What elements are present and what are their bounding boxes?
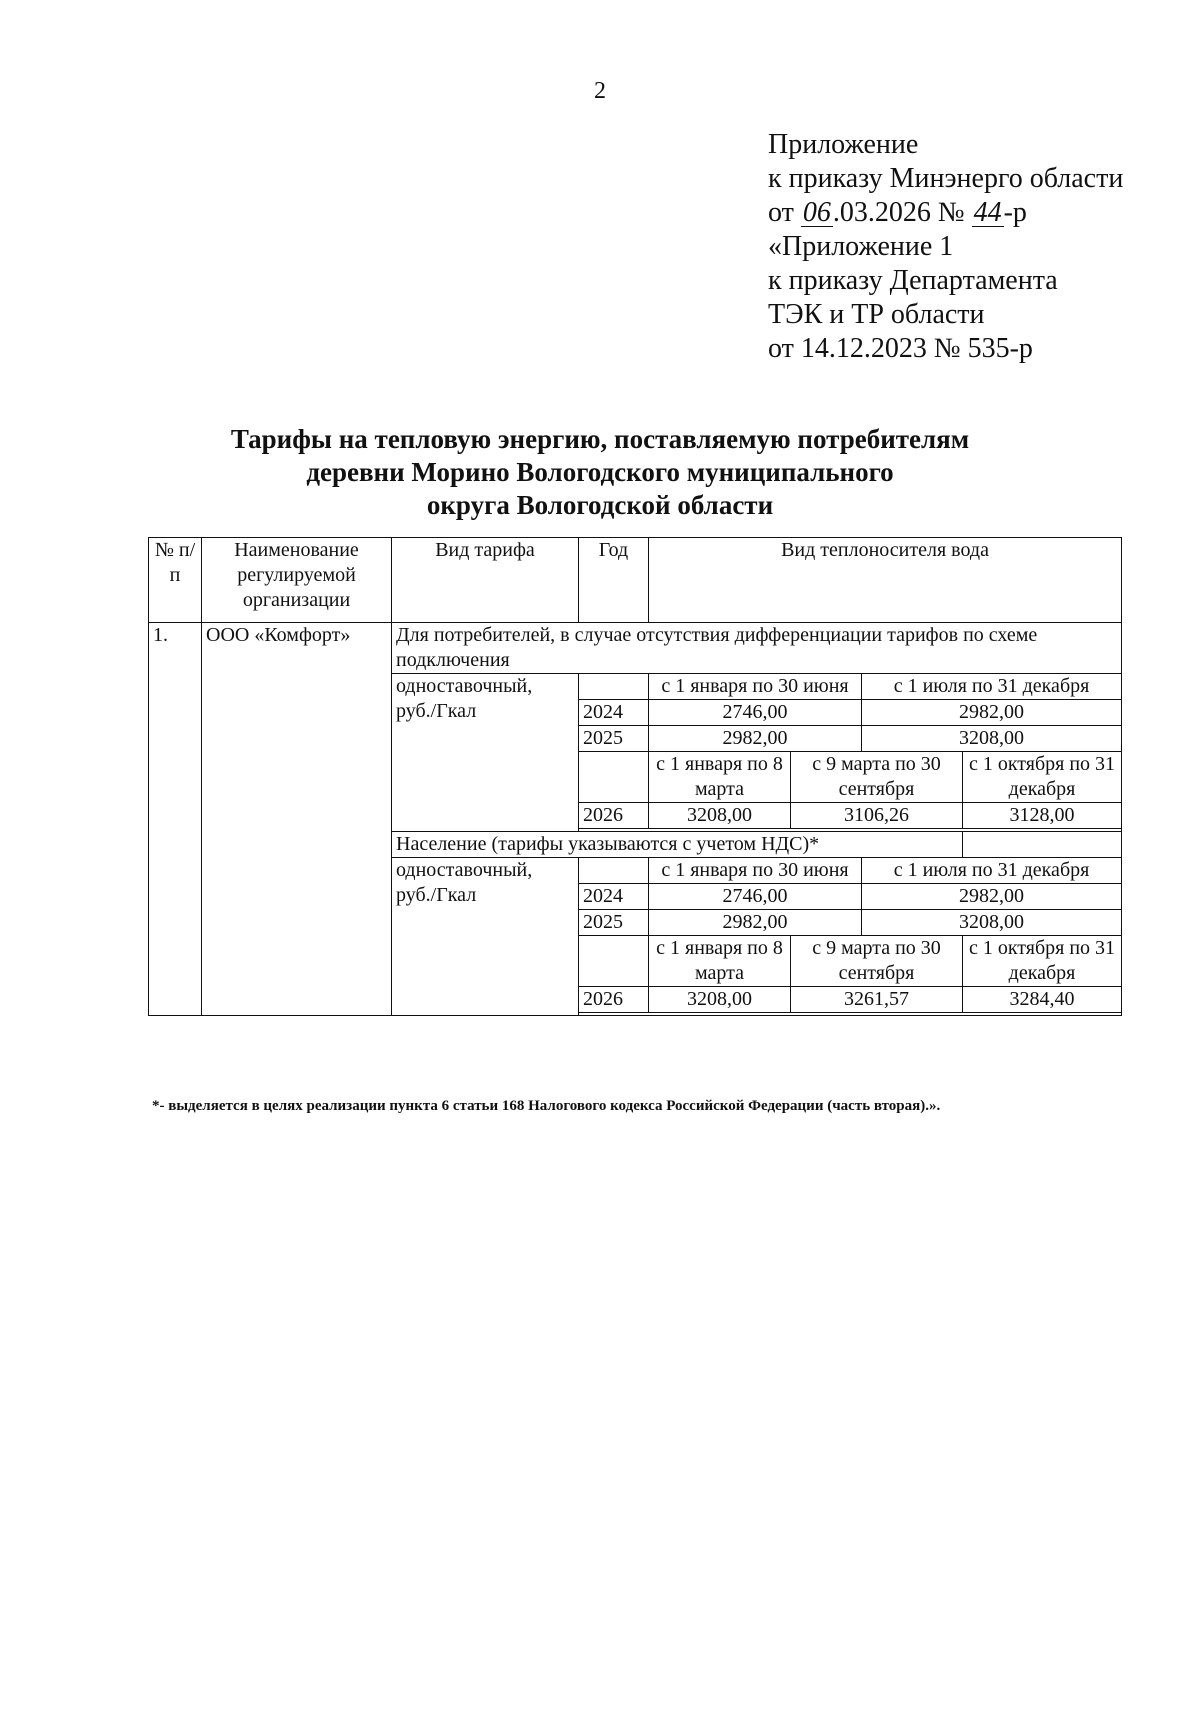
period-cell: с 1 октября по 31 декабря: [963, 936, 1122, 987]
value-cell: 3208,00: [862, 726, 1122, 752]
row-number: 1.: [149, 623, 202, 1016]
period-cell: с 9 марта по 30 сентября: [791, 752, 963, 803]
value-cell: 3261,57: [791, 987, 963, 1013]
year-cell: [579, 674, 649, 700]
year-cell: 2024: [579, 700, 649, 726]
empty-cell: [963, 832, 1122, 858]
period-cell: с 1 января по 8 марта: [649, 936, 791, 987]
tariff-type: одноставочный, руб./Гкал: [392, 858, 579, 1016]
appendix-line: к приказу Департамента: [768, 265, 1058, 296]
year-cell: [579, 936, 649, 987]
document-title: [0, 423, 1200, 522]
section-label: Для потребителей, в случае отсутствия дифференциации тарифов по схеме подключения: [392, 623, 1122, 674]
spacer-cell: [579, 1013, 1122, 1016]
page-number: 2: [594, 78, 606, 104]
period-cell: с 1 октября по 31 декабря: [963, 752, 1122, 803]
appendix-date-rest: .03.2026 №: [832, 197, 972, 228]
appendix-line: от 14.12.2023 № 535-р: [768, 333, 1033, 364]
header-year: Год: [579, 538, 649, 623]
table-row: [149, 623, 1122, 674]
year-cell: 2026: [579, 803, 649, 829]
tariff-type: одноставочный, руб./Гкал: [392, 674, 579, 832]
value-cell: 2982,00: [862, 884, 1122, 910]
title-line: Тарифы на тепловую энергию, поставляемую потребителям: [230, 424, 970, 454]
period-cell: с 1 июля по 31 декабря: [862, 674, 1122, 700]
header-num: № п/п: [149, 538, 202, 623]
section-label: Население (тарифы указываются с учетом НДС)*: [392, 832, 963, 858]
appendix-line: к приказу Минэнерго области: [768, 163, 1124, 194]
value-cell: 3284,40: [963, 987, 1122, 1013]
year-cell: [579, 752, 649, 803]
footnote: *- выделяется в целях реализации пункта 6 статьи 168 Налогового кодекса Российской Федерации (часть вторая).».: [152, 1098, 941, 1114]
value-cell: 2982,00: [649, 726, 862, 752]
title-line: деревни Морино Вологодского муниципального: [306, 457, 894, 487]
value-cell: 3208,00: [649, 987, 791, 1013]
appendix-line: «Приложение 1: [768, 231, 954, 262]
handwritten-order-number: 44: [973, 197, 1002, 228]
period-cell: с 1 июля по 31 декабря: [862, 858, 1122, 884]
year-cell: 2025: [579, 726, 649, 752]
period-cell: с 1 января по 30 июня: [649, 858, 862, 884]
year-cell: 2025: [579, 910, 649, 936]
year-cell: 2026: [579, 987, 649, 1013]
org-name: ООО «Комфорт»: [202, 623, 392, 1016]
header-tariff-type: Вид тарифа: [392, 538, 579, 623]
period-cell: с 1 января по 30 июня: [649, 674, 862, 700]
value-cell: 3128,00: [963, 803, 1122, 829]
period-cell: с 9 марта по 30 сентября: [791, 936, 963, 987]
value-cell: 3106,26: [791, 803, 963, 829]
value-cell: 2982,00: [649, 910, 862, 936]
year-cell: 2024: [579, 884, 649, 910]
appendix-prefix: от: [768, 197, 801, 228]
handwritten-day: 06: [802, 197, 831, 228]
appendix-block: [768, 128, 1123, 366]
year-cell: [579, 858, 649, 884]
appendix-suffix: -р: [1003, 197, 1027, 228]
value-cell: 2746,00: [649, 700, 862, 726]
value-cell: 2746,00: [649, 884, 862, 910]
header-carrier: Вид теплоносителя вода: [649, 538, 1122, 623]
appendix-line: ТЭК и ТР области: [768, 299, 985, 330]
value-cell: 3208,00: [862, 910, 1122, 936]
tariff-table: [148, 537, 1122, 1016]
period-cell: с 1 января по 8 марта: [649, 752, 791, 803]
value-cell: 2982,00: [862, 700, 1122, 726]
appendix-line: Приложение: [768, 129, 919, 160]
header-org: Наименование регулируемой организации: [202, 538, 392, 623]
title-line: округа Вологодской области: [426, 490, 774, 520]
table-header-row: [149, 538, 1122, 623]
value-cell: 3208,00: [649, 803, 791, 829]
appendix-order-line: [768, 196, 1123, 230]
